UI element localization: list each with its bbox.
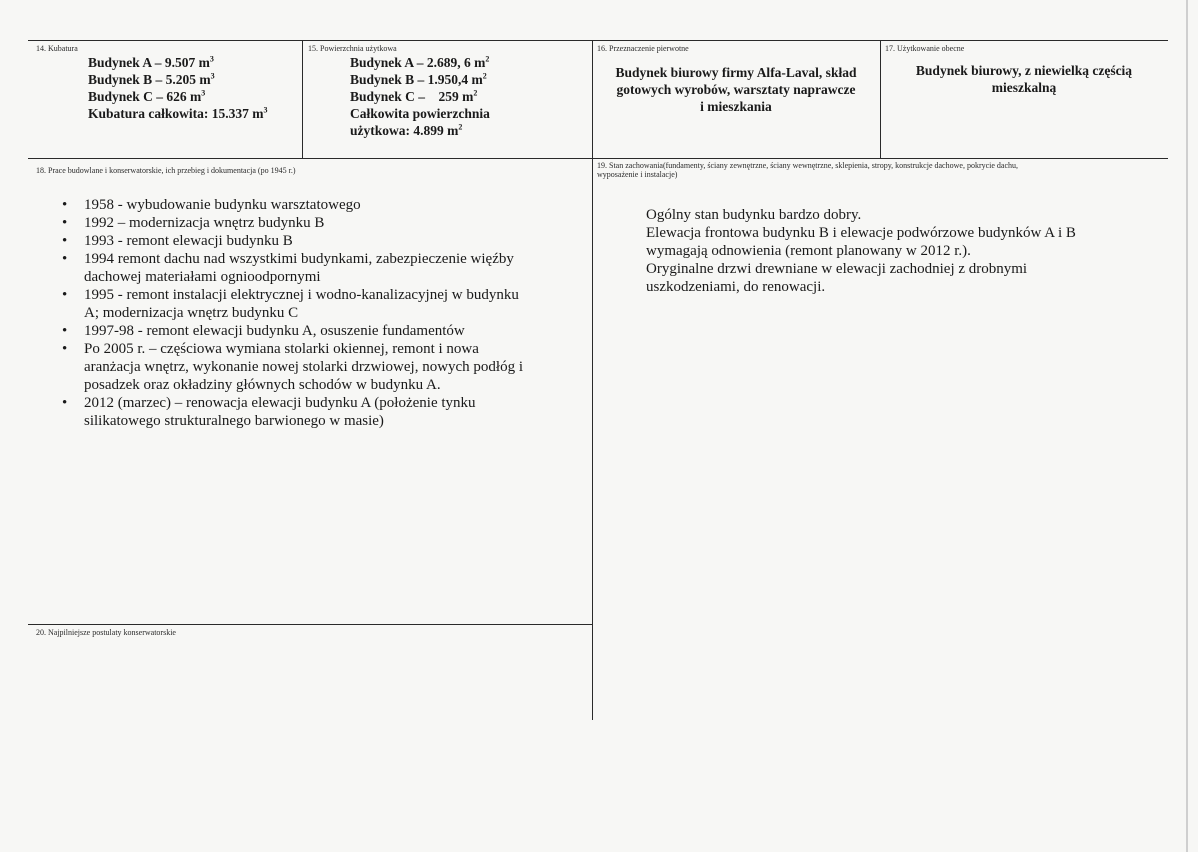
works-item: • Po 2005 r. – częściowa wymiana stolarki okiennej, remont i nowa aranżacja wnętrz, wykonanie nowej stolarki drzwiowej, nowych podłóg i posadzek oraz okładziny głównych schodów w budynku A. xyxy=(62,341,524,393)
section-16-values xyxy=(592,64,880,115)
original-use-line-2: gotowych wyrobów, warsztaty naprawcze xyxy=(616,82,856,97)
section-14-label: 14. Kubatura xyxy=(36,44,78,53)
original-use-line-3: i mieszkania xyxy=(700,99,772,114)
original-use-line-1: Budynek biurowy firmy Alfa-Laval, skład xyxy=(615,65,857,80)
condition-line: Elewacja frontowa budynku B i elewacje podwórzowe budynków A i B xyxy=(646,225,1076,241)
condition-text xyxy=(646,206,1076,296)
works-item: • 1994 remont dachu nad wszystkimi budynkami, zabezpieczenie więźby dachowej materiałami ognioodpornymi xyxy=(62,251,514,285)
works-item: • 1958 - wybudowanie budynku warsztatowego xyxy=(62,197,361,213)
rule-top-row-bottom xyxy=(28,158,1168,159)
volume-building-c: Budynek C – 626 $m^3$ xyxy=(88,88,206,104)
section-16-label: 16. Przeznaczenie pierwotne xyxy=(597,44,689,53)
area-total-label: Całkowita powierzchnia xyxy=(350,106,490,121)
section-20-label: 20. Najpilniejsze postulaty konserwatorskie xyxy=(36,628,176,637)
works-list xyxy=(58,196,586,430)
works-item: • 1997-98 - remont elewacji budynku A, osuszenie fundamentów xyxy=(62,323,465,339)
condition-line: Oryginalne drzwi drewniane w elewacji zachodniej z drobnymi xyxy=(646,261,1028,277)
top-rule xyxy=(28,40,1168,41)
section-17-label: 17. Użytkowanie obecne xyxy=(885,44,965,53)
condition-line: wymagają odnowienia (remont planowany w 2012 r.). xyxy=(646,243,971,259)
section-18-label: 18. Prace budowlane i konserwatorskie, ich przebieg i dokumentacja (po 1945 r.) xyxy=(36,166,296,175)
condition-line: uszkodzeniami, do renowacji. xyxy=(646,279,826,295)
section-19-label: 19. Stan zachowania(fundamenty, ściany zewnętrzne, ściany wewnętrzne, sklepienia, stropy, konstrukcje dachowe, pokrycie dachu, wyposażenie i instalacje) xyxy=(597,161,1019,179)
works-item: • 1995 - remont instalacji elektrycznej i wodno-kanalizacyjnej w budynku A; modernizacja wnętrz budynku C xyxy=(62,287,519,321)
section-14-values xyxy=(88,54,268,122)
rule-section-20 xyxy=(28,624,592,625)
works-item: • 1993 - remont elewacji budynku B xyxy=(62,233,293,249)
right-edge-mark xyxy=(1186,0,1188,852)
divider-16-17 xyxy=(880,40,881,158)
area-building-a: Budynek A – 2.689, 6 $m^2$ xyxy=(350,54,490,70)
area-building-b: Budynek B – 1.950,4 $m^2$ xyxy=(350,71,487,87)
works-item: • 2012 (marzec) – renowacja elewacji budynku A (położenie tynku silikatowego strukturalnego barwionego w masie) xyxy=(62,395,476,429)
condition-line: Ogólny stan budynku bardzo dobry. xyxy=(646,207,862,223)
works-item: • 1992 – modernizacja wnętrz budynku B xyxy=(62,215,325,231)
section-17-values xyxy=(880,62,1168,96)
current-use-line-2: mieszkalną xyxy=(991,80,1057,95)
volume-building-b: Budynek B – 5.205 $m^3$ xyxy=(88,71,215,87)
divider-15-16 xyxy=(592,40,593,720)
section-15-values xyxy=(350,54,490,139)
current-use-line-1: Budynek biurowy, z niewielką częścią xyxy=(915,63,1133,78)
volume-total: Kubatura całkowita: 15.337 $m^3$ xyxy=(88,105,268,121)
divider-14-15 xyxy=(302,40,303,158)
area-building-c: Budynek C – 259 $m^2$ xyxy=(350,88,478,104)
volume-building-a: Budynek A – 9.507 $m^3$ xyxy=(88,54,214,70)
section-15-label: 15. Powierzchnia użytkowa xyxy=(308,44,397,53)
area-total-value: użytkowa: 4.899 $m^2$ xyxy=(350,122,463,138)
